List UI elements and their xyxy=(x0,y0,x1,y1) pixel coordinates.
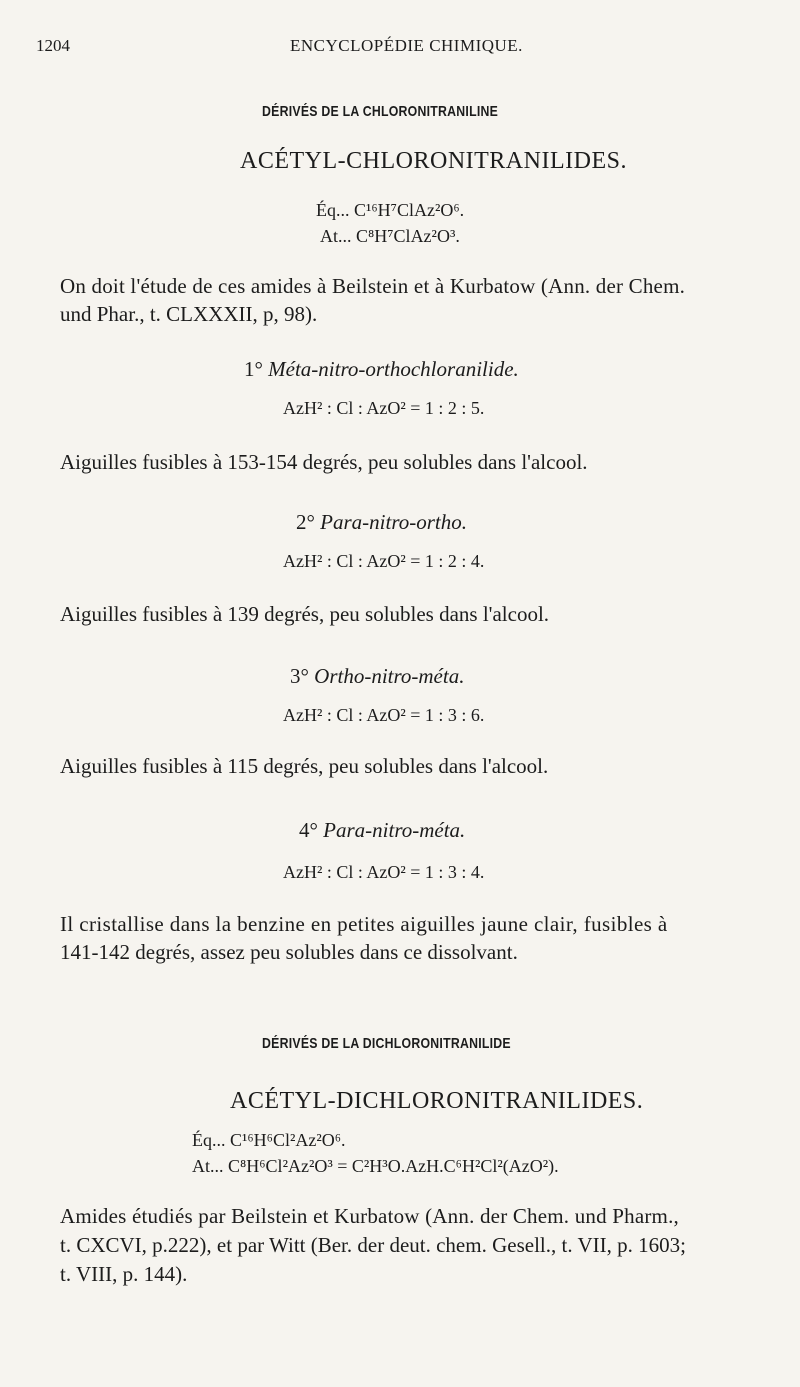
compound-description-3: Aiguilles fusibles à 115 degrés, peu solubles dans l'alcool. xyxy=(60,754,549,778)
eq-formula: C¹⁶H⁶Cl²Az²O⁶. xyxy=(230,1130,346,1150)
intro-paragraph-line-2: und Phar., t. CLXXXII, p, 98). xyxy=(60,302,318,326)
compound-ratio-3: AzH² : Cl : AzO² = 1 : 3 : 6. xyxy=(283,705,485,725)
compound-name: Para-nitro-ortho. xyxy=(320,510,467,534)
compound-number: 4° xyxy=(299,818,318,842)
at-label: At... xyxy=(192,1156,224,1176)
at-formula: C⁸H⁶Cl²Az²O³ = C²H³O.AzH.C⁶H²Cl²(AzO²). xyxy=(228,1156,559,1176)
amides-paragraph-line-3: t. VIII, p. 144). xyxy=(60,1262,188,1286)
compound-number: 1° xyxy=(244,357,263,381)
compound-description-4-line-1: Il cristallise dans la benzine en petites aiguilles jaune clair, fusibles à xyxy=(60,912,668,936)
equivalent-formula-line xyxy=(192,1130,346,1151)
compound-number: 3° xyxy=(290,664,309,688)
section-heading-dichloronitranilide: DÉRIVÉS DE LA DICHLORONITRANILIDE xyxy=(262,1035,511,1052)
compound-heading-1 xyxy=(244,357,519,382)
compound-description-1: Aiguilles fusibles à 153-154 degrés, peu solubles dans l'alcool. xyxy=(60,450,588,474)
at-formula: C⁸H⁷ClAz²O³. xyxy=(356,226,460,246)
eq-formula: C¹⁶H⁷ClAz²O⁶. xyxy=(354,200,465,220)
section-heading-chloronitraniline: DÉRIVÉS DE LA CHLORONITRANILINE xyxy=(262,103,499,120)
eq-label: Éq... xyxy=(192,1130,226,1150)
compound-heading-3 xyxy=(290,664,464,689)
running-title: ENCYCLOPÉDIE CHIMIQUE. xyxy=(290,36,523,55)
compound-ratio-4: AzH² : Cl : AzO² = 1 : 3 : 4. xyxy=(283,862,485,882)
equivalent-formula-line xyxy=(316,200,464,221)
compound-heading-2 xyxy=(296,510,467,535)
section-title-acetyl-dichloronitranilides: ACÉTYL-DICHLORONITRANILIDES. xyxy=(230,1088,644,1114)
compound-description-2: Aiguilles fusibles à 139 degrés, peu solubles dans l'alcool. xyxy=(60,602,550,626)
compound-name: Para-nitro-méta. xyxy=(323,818,466,842)
compound-heading-4 xyxy=(299,818,465,843)
at-label: At... xyxy=(320,226,352,246)
amides-paragraph-line-2: t. CXCVI, p.222), et par Witt (Ber. der deut. chem. Gesell., t. VII, p. 1603; xyxy=(60,1233,686,1257)
page-number: 1204 xyxy=(36,36,70,55)
compound-number: 2° xyxy=(296,510,315,534)
intro-paragraph-line-1: On doit l'étude de ces amides à Beilstein et à Kurbatow (Ann. der Chem. xyxy=(60,274,686,298)
compound-name: Ortho-nitro-méta. xyxy=(314,664,465,688)
compound-ratio-2: AzH² : Cl : AzO² = 1 : 2 : 4. xyxy=(283,551,485,571)
atomic-formula-line xyxy=(192,1156,559,1177)
section-title-acetyl-chloronitranilides: ACÉTYL-CHLORONITRANILIDES. xyxy=(240,148,627,174)
compound-ratio-1: AzH² : Cl : AzO² = 1 : 2 : 5. xyxy=(283,398,485,418)
amides-paragraph-line-1: Amides étudiés par Beilstein et Kurbatow (Ann. der Chem. und Pharm., xyxy=(60,1204,679,1228)
compound-name: Méta-nitro-orthochloranilide. xyxy=(268,357,519,381)
compound-description-4-line-2: 141-142 degrés, assez peu solubles dans ce dissolvant. xyxy=(60,940,518,964)
atomic-formula-line xyxy=(320,226,460,247)
eq-label: Éq... xyxy=(316,200,350,220)
